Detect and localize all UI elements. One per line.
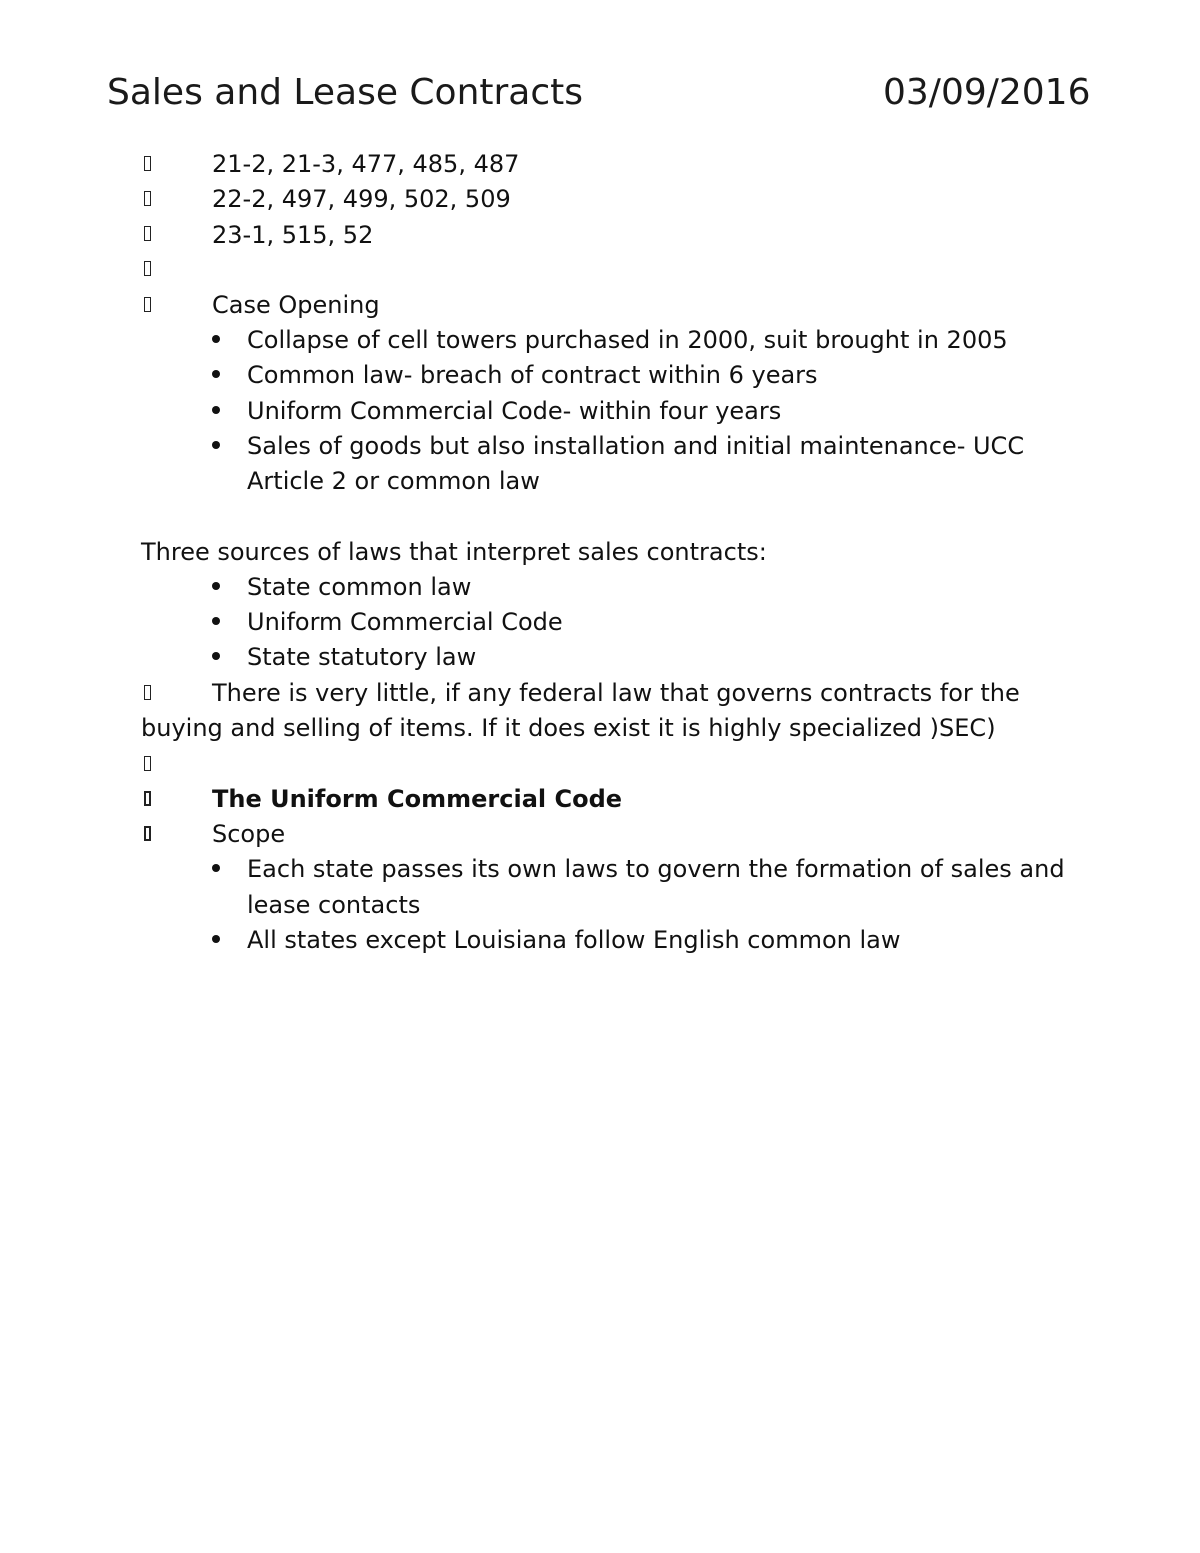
scope-label: Scope — [212, 820, 286, 848]
bullet-icon — [212, 652, 220, 660]
sources-heading: Three sources of laws that interpret sales contracts: — [141, 538, 767, 566]
bullet-icon — [212, 441, 220, 449]
checkbox-icon — [144, 226, 151, 241]
section-heading: The Uniform Commercial Code — [212, 785, 623, 813]
reference-line: 23-1, 515, 52 — [212, 221, 374, 249]
checkbox-icon — [144, 756, 151, 771]
bullet-text: State common law — [247, 573, 472, 601]
bullet-text: Uniform Commercial Code- within four years — [247, 397, 782, 425]
bullet-text: Collapse of cell towers purchased in 2000, suit brought in 2005 — [247, 326, 1008, 354]
bullet-icon — [212, 406, 220, 414]
checkbox-icon — [144, 297, 151, 312]
bullet-text: State statutory law — [247, 643, 477, 671]
bullet-text-continued: Article 2 or common law — [247, 467, 540, 495]
bullet-text: Each state passes its own laws to govern the formation of sales and — [247, 855, 1065, 883]
document-title: Sales and Lease Contracts — [107, 72, 584, 113]
bullet-text: Sales of goods but also installation and initial maintenance- UCC — [247, 432, 1025, 460]
case-opening-label: Case Opening — [212, 291, 380, 319]
bullet-icon — [212, 335, 220, 343]
checkbox-icon — [144, 191, 151, 206]
checkbox-icon — [144, 156, 151, 171]
bullet-icon — [212, 864, 220, 872]
bullet-text-continued: lease contacts — [247, 891, 421, 919]
federal-law-note-continued: buying and selling of items. If it does exist it is highly specialized )SEC) — [141, 714, 996, 742]
reference-line: 22-2, 497, 499, 502, 509 — [212, 185, 511, 213]
document-date: 03/09/2016 — [883, 72, 1091, 113]
federal-law-note: There is very little, if any federal law that governs contracts for the — [212, 679, 1020, 707]
bullet-text: Uniform Commercial Code — [247, 608, 563, 636]
reference-line: 21-2, 21-3, 477, 485, 487 — [212, 150, 520, 178]
checkbox-icon — [144, 685, 151, 700]
checkbox-icon — [144, 261, 151, 276]
bullet-icon — [212, 370, 220, 378]
bullet-icon — [212, 935, 220, 943]
checkbox-icon — [144, 791, 151, 806]
bullet-text: Common law- breach of contract within 6 years — [247, 361, 818, 389]
bullet-icon — [212, 582, 220, 590]
checkbox-icon — [144, 826, 151, 841]
bullet-icon — [212, 617, 220, 625]
bullet-text: All states except Louisiana follow English common law — [247, 926, 901, 954]
